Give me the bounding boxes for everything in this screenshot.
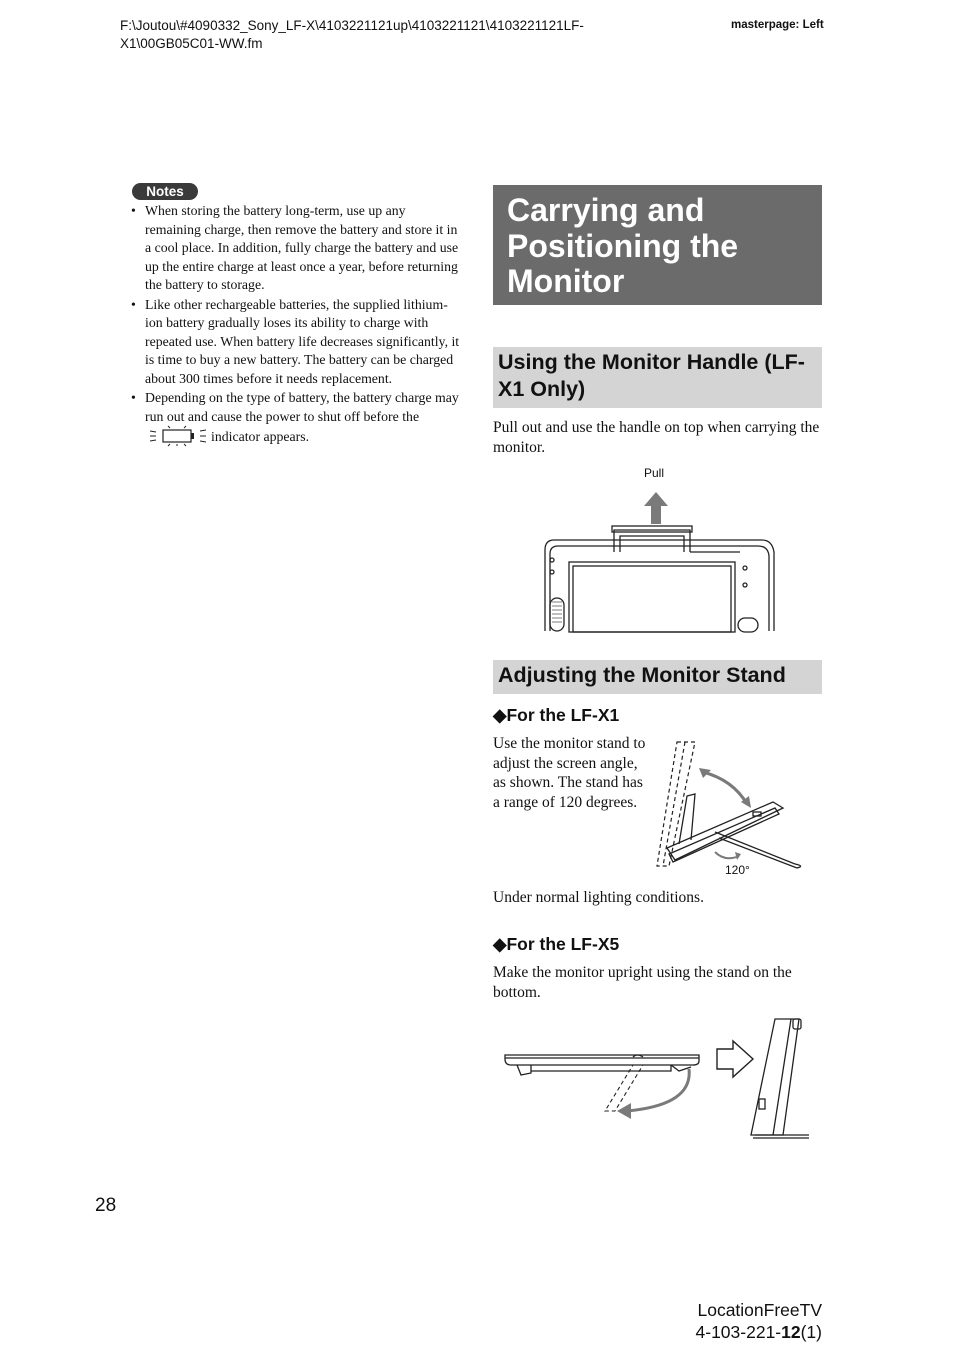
section-heading-text: Adjusting the Monitor Stand xyxy=(498,663,786,687)
subheading-lf-x1: ◆For the LF-X1 xyxy=(493,705,620,725)
pull-label: Pull xyxy=(644,466,665,480)
code-bold: 12 xyxy=(781,1322,801,1342)
notes-list xyxy=(128,202,460,448)
page-number: 28 xyxy=(95,1195,117,1216)
note-text: When storing the battery long-term, use up any remaining charge, then remove the battery and store it in a cool place. In addition, fully charge the battery and use up the entire charge at least once a year, before returning the battery to storage. xyxy=(145,203,459,292)
lf-x1-note: Under normal lighting conditions. xyxy=(493,889,704,906)
note-text-before: Depending on the type of battery, the battery charge may run out and cause the power to shut off before the xyxy=(145,390,459,424)
masterpage-label: masterpage: Left xyxy=(731,19,824,31)
document-code xyxy=(600,1321,822,1343)
monitor-handle-illustration xyxy=(540,490,780,632)
section-heading-handle xyxy=(493,347,822,408)
pull-arrow-icon xyxy=(644,492,668,524)
lf-x1-instructions: Use the monitor stand to adjust the screen angle, as shown. The stand has a range of 120 degrees. xyxy=(493,735,646,811)
notes-badge: Notes xyxy=(132,183,198,200)
note-text: Like other rechargeable batteries, the supplied lithium-ion battery gradually loses its ability to charge with repeated use. When battery life decreases significantly, it is time to buy a new battery. The battery can be charged about 300 times before it needs replacement. xyxy=(145,296,460,386)
product-name: LocationFreeTV xyxy=(697,1300,822,1320)
angle-label: 120° xyxy=(725,863,750,877)
rotate-arrow-icon xyxy=(617,1069,689,1119)
page-title: Carrying and Positioning the Monitor xyxy=(507,192,739,299)
right-arrow-icon xyxy=(717,1041,753,1077)
note-item: • When storing the battery long-term, use up any remaining charge, then remove the battery and store it in a cool place. In addition, fully charge the battery and use up the entire charge at least once a year, before returning the battery to storage. xyxy=(131,203,459,292)
note-item: • Like other rechargeable batteries, the supplied lithium-ion battery gradually loses its ability to charge with repeated use. When battery life decreases significantly, it is time to buy a new battery. The battery can be charged about 300 times before it needs replacement. xyxy=(131,296,460,386)
note-item: • Depending on the type of battery, the battery charge may run out and cause the power to shut off before theindicator appears. xyxy=(131,390,459,444)
file-path: F:\Joutou\#4090332_Sony_LF-X\4103221121up\4103221121\4103221121LF-X1\00GB05C01-WW.fm xyxy=(120,18,584,51)
title-box xyxy=(493,185,822,305)
code-suffix: (1) xyxy=(800,1322,822,1342)
note-text-after: indicator appears. xyxy=(211,429,310,444)
double-arrow-icon xyxy=(703,772,747,804)
section-heading-text: Using the Monitor Handle (LF-X1 Only) xyxy=(498,350,805,401)
code-prefix: 4-103-221- xyxy=(695,1322,782,1342)
battery-empty-blinking-icon xyxy=(148,426,208,446)
subheading-lf-x5: ◆For the LF-X5 xyxy=(493,934,620,954)
lf-x1-stand-illustration xyxy=(655,740,810,872)
footer-info xyxy=(600,1299,822,1343)
lf-x5-instructions: Make the monitor upright using the stand on the bottom. xyxy=(493,964,792,1001)
handle-instructions: Pull out and use the handle on top when carrying the monitor. xyxy=(493,419,820,456)
lf-x5-stand-illustration xyxy=(503,1013,813,1141)
section-heading-stand xyxy=(493,660,822,694)
